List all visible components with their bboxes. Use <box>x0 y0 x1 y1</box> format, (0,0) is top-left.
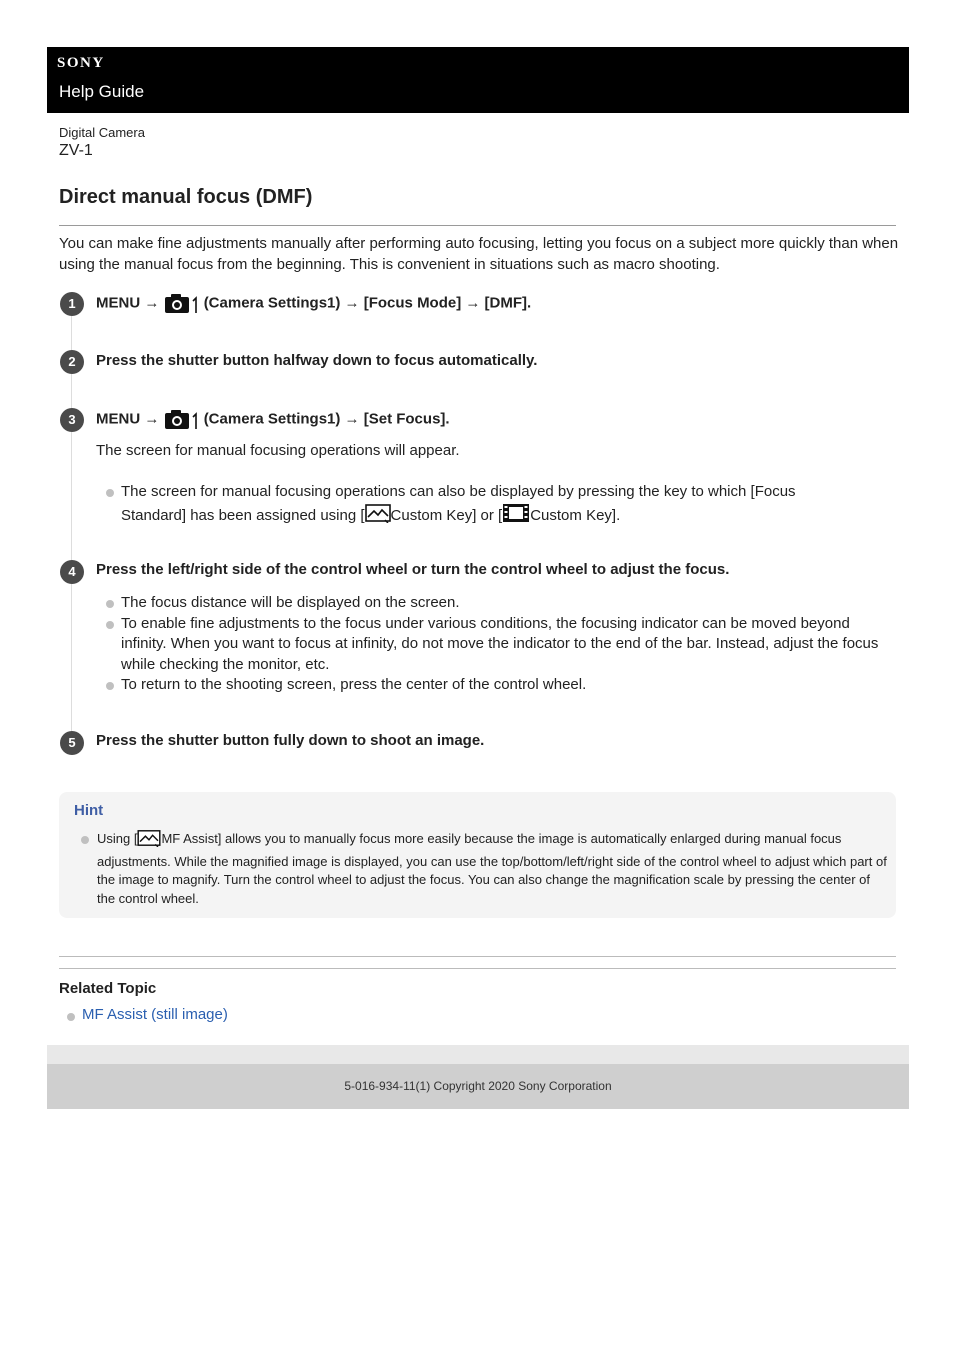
copyright-text: 5-016-934-11(1) Copyright 2020 Sony Corporation <box>344 1079 612 1093</box>
camera-settings1-icon <box>164 408 200 430</box>
step-3-note: The screen for manual focusing operations will appear. <box>96 442 460 459</box>
product-model: ZV-1 <box>59 142 93 159</box>
footer <box>47 1064 909 1109</box>
list-item: To enable fine adjustments to the focus under various conditions, the focusing indicator can be moved beyond infinity. When you want to focus at infinity, do not move the indicator to the end of the bar. Instead, adjust the focus while checking the monitor, etc. <box>108 614 888 676</box>
still-image-icon <box>365 503 391 530</box>
list-item: To return to the shooting screen, press the center of the control wheel. <box>108 675 888 696</box>
hint-box <box>59 792 896 918</box>
related-topic-heading: Related Topic <box>59 980 157 997</box>
step-number-1: 1 <box>60 292 84 316</box>
step-connector <box>71 432 72 562</box>
bullet-dot <box>81 836 89 844</box>
step-number-2: 2 <box>60 350 84 374</box>
step-1-text <box>96 292 531 314</box>
step-3-text <box>96 408 450 430</box>
hint-title: Hint <box>74 802 104 819</box>
list-item: The screen for manual focusing operations can also be displayed by pressing the key to which [Focus Standard] has been assigned using [ Custom Key] or [ Custom Key]. <box>108 482 888 529</box>
intro-paragraph: You can make fine adjustments manually after performing auto focusing, letting you focus on a subject more quickly than when using the manual focus from the beginning. This is convenient in situations such as macro shooting. <box>59 235 899 273</box>
step-1-path: (Camera Settings1) → [Focus Mode] → [DMF]. <box>203 294 532 312</box>
camera-settings1-icon <box>164 292 200 314</box>
help-guide-title: Help Guide <box>59 82 145 101</box>
header-bar <box>47 47 909 113</box>
step-3-bullets <box>108 482 888 529</box>
step-5-text: Press the shutter button fully down to shoot an image. <box>96 732 485 749</box>
step-connector <box>71 584 72 734</box>
step-number-3: 3 <box>60 408 84 432</box>
bullet-dot <box>67 1013 75 1021</box>
sony-logo: SONY <box>57 55 105 71</box>
step-number-5: 5 <box>60 731 84 755</box>
step-3-menu: MENU → <box>96 410 160 428</box>
step-1-menu: MENU → <box>96 294 160 312</box>
section-divider <box>59 956 896 957</box>
step-4-bullets <box>108 593 888 696</box>
step-number-4: 4 <box>60 560 84 584</box>
list-item: The focus distance will be displayed on the screen. <box>108 593 888 614</box>
hint-text: Using [ MF Assist] allows you to manually focus more easily because the image is automatically enlarged during manual focus adjustments. While the magnified image is displayed, you can use the top/bottom/left/right side of the control wheel to adjust which part of the image to magnify. Turn the control wheel to adjust the focus. You can also change the magnification scale by pressing the center of the control wheel. <box>97 831 887 906</box>
page-title: Direct manual focus (DMF) <box>59 186 313 208</box>
movie-icon <box>502 503 530 530</box>
step-4-text: Press the left/right side of the control wheel or turn the control wheel to adjust the focus. <box>96 561 730 578</box>
step-3-path: (Camera Settings1) → [Set Focus]. <box>203 410 450 428</box>
step-2-text: Press the shutter button halfway down to focus automatically. <box>96 352 538 369</box>
footer-band <box>47 1045 909 1064</box>
title-divider <box>59 225 896 226</box>
product-category: Digital Camera <box>59 125 145 140</box>
related-link-mf-assist[interactable]: MF Assist (still image) <box>82 1006 228 1023</box>
section-divider <box>59 968 896 969</box>
still-image-icon <box>137 829 161 853</box>
